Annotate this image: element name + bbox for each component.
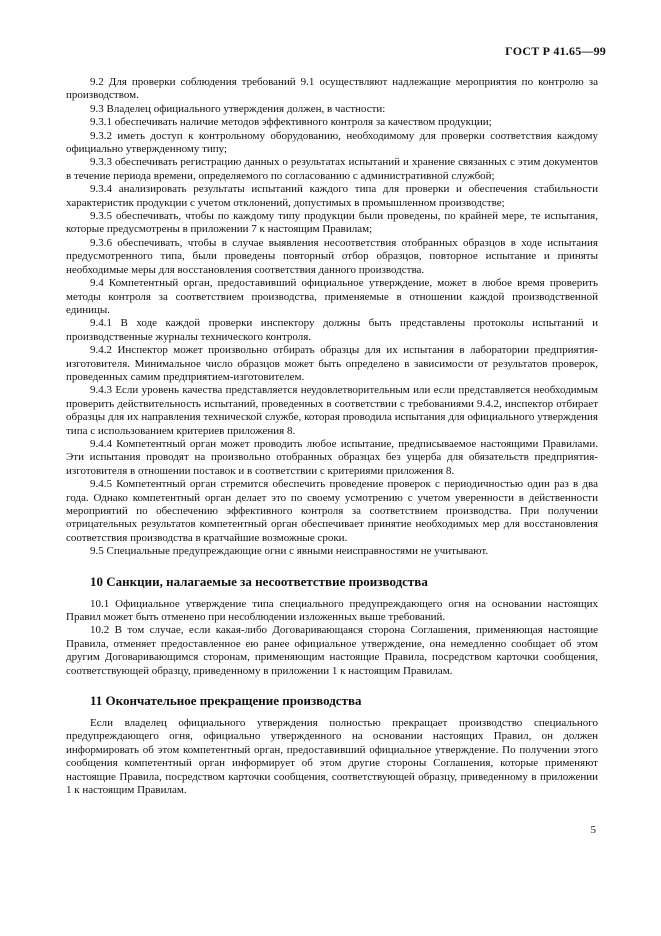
section-heading: 11 Окончательное прекращение производства [90, 693, 362, 709]
paragraph: 9.4.3 Если уровень качества представляется неудовлетворительным или если представляется необходимым проверить действительность испытаний, проведенных в соответствии с требованиями 9.4.2, инспектор отбирает образцы для их направления технической службе, которая проводила испытания для официального утверждения типа с использованием критериев приложения 8. [66, 384, 598, 437]
paragraph: 9.4.1 В ходе каждой проверки инспектору должны быть представлены протоколы испытаний и производственные журналы технического контроля. [66, 317, 598, 343]
paragraph: 9.3 Владелец официального утверждения должен, в частности: [90, 102, 386, 115]
paragraph: 9.5 Специальные предупреждающие огни с явными неисправностями не учитывают. [90, 545, 489, 558]
paragraph: Если владелец официального утверждения полностью прекращает производство специального предупреждающего огня, официально утвержденного на основании настоящих Правил, он должен информировать об этом компетентный орган, предоставивший официальное утверждение. По получении этого сообщения компетентный орган информирует об этом другие стороны Соглашения, которые применяют настоящие Правила, посредством карточки сообщения, соответствующей образцу, приведенному в приложении 1 к настоящим Правилам. [66, 717, 598, 797]
paragraph: 9.3.3 обеспечивать регистрацию данных о результатах испытаний и хранение связанных с этим документов в течение периода времени, определяемого по согласованию с административной службой; [66, 156, 598, 182]
paragraph: 9.3.1 обеспечивать наличие методов эффективного контроля за качеством продукции; [90, 116, 492, 129]
section-heading: 10 Санкции, налагаемые за несоответствие производства [90, 573, 428, 589]
paragraph: 9.4.4 Компетентный орган может проводить любое испытание, предписываемое настоящими Правилами. Эти испытания проводят на произвольно отобранных образцах без ущерба для обязательств предприятия-изготовителя в отношении поставок и в соответствии с критериями приложения 8. [66, 437, 598, 477]
paragraph: 9.3.4 анализировать результаты испытаний каждого типа для проверки и обеспечения стабильности характеристик продукции с учетом отклонений, допустимых в промышленном производстве; [66, 183, 598, 209]
paragraph: 9.4.2 Инспектор может произвольно отбирать образцы для их испытания в лаборатории предприятия-изготовителя. Минимальное число образцов может быть определено в зависимости от результатов проверок, проведенных самим предприятием-изготовителем. [66, 344, 598, 383]
paragraph: 9.4.5 Компетентный орган стремится обеспечить проведение проверок с периодичностью один раз в два года. Однако компетентный орган делает это по своему усмотрению с учетом уверенности в действенности мероприятий по обеспечению эффективного контроля за соответствием производства. При получении отрицательных результатов компетентный орган обеспечивает принятие необходимых мер для восстановления соответствия производства в кратчайшие возможные сроки. [66, 478, 598, 544]
paragraph: 9.2 Для проверки соблюдения требований 9.1 осуществляют надлежащие мероприятия по контролю за производством. [66, 76, 598, 102]
paragraph: 9.3.2 иметь доступ к контрольному оборудованию, необходимому для проверки соответствия каждому официально утвержденному типу; [66, 129, 598, 156]
paragraph: 9.4 Компетентный орган, предоставивший официальное утверждение, может в любое время проверить методы контроля за соответствием производства, применяемые в отношении каждой производственной единицы. [66, 277, 598, 316]
paragraph: 9.3.5 обеспечивать, чтобы по каждому типу продукции были проведены, по крайней мере, те испытания, которые предусмотрены в приложении 7 к настоящим Правилам; [66, 210, 598, 236]
paragraph: 10.1 Официальное утверждение типа специального предупреждающего огня на основании настоящих Правил может быть отменено при несоблюдении изложенных выше требований. [66, 597, 598, 624]
document-body [66, 76, 598, 798]
document-code: ГОСТ Р 41.65—99 [505, 44, 606, 58]
paragraph: 10.2 В том случае, если какая-либо Договаривающаяся сторона Соглашения, применяющая настоящие Правила, отменяет предоставленное ею ранее официальное утверждение, она немедленно сообщает об этом другим Договаривающимся сторонам, применяющим настоящие Правила, посредством карточки сообщения, соответствующей образцу, приведенному в приложении 1 к настоящим Правилам. [66, 624, 598, 677]
page-number: 5 [590, 824, 596, 836]
paragraph: 9.3.6 обеспечивать, чтобы в случае выявления несоответствия отобранных образцов в ходе испытания предусмотренного типа, были проведены повторный отбор образцов, повторное испытание и приняты необходимые меры для восстановления соответствия данного производства. [66, 236, 598, 276]
